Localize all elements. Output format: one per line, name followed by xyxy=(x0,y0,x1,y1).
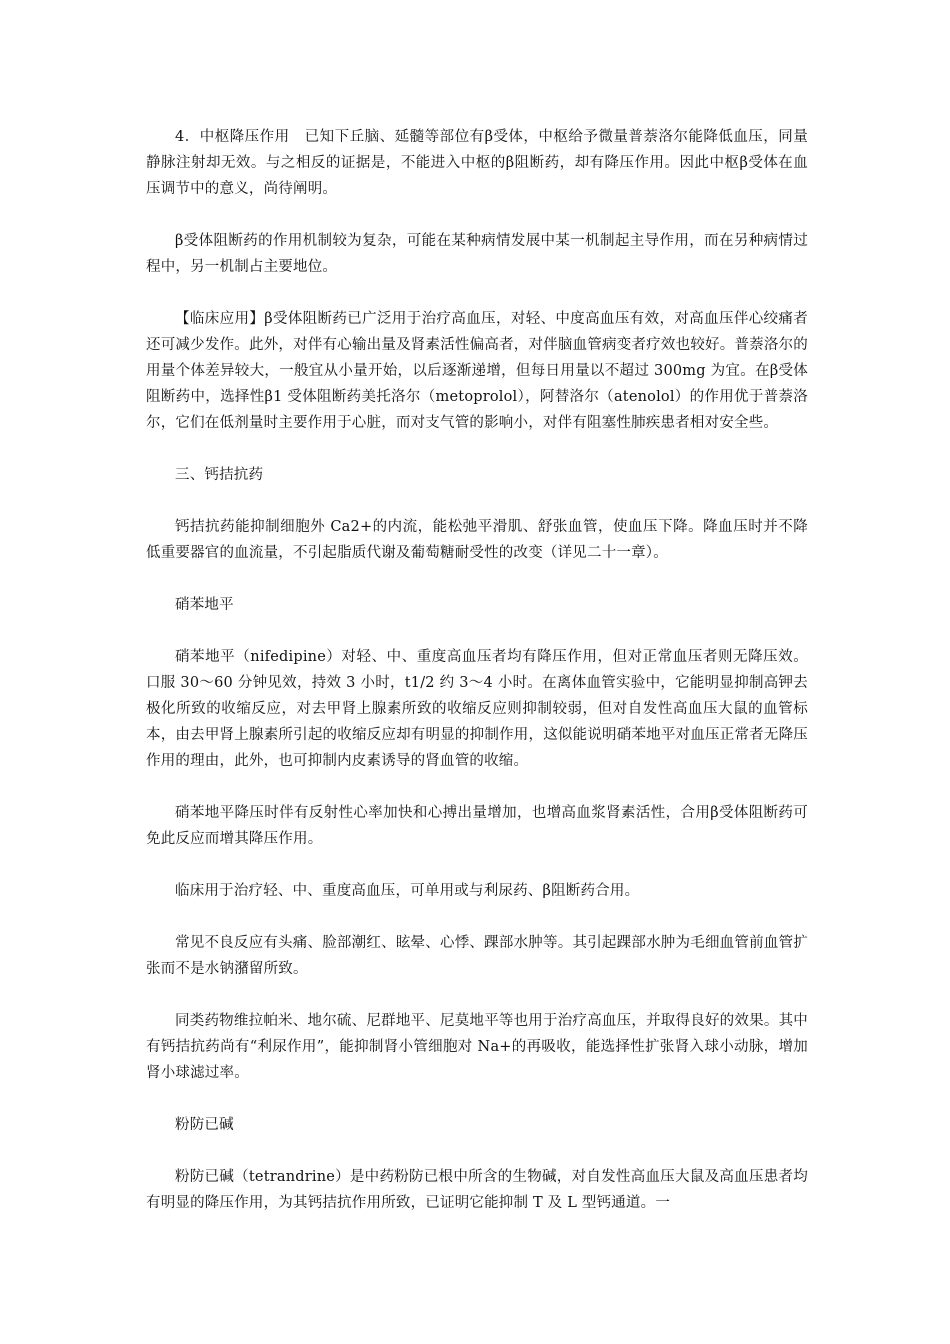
subheading-tetrandrine: 粉防已碱 xyxy=(175,1117,234,1133)
section-heading-calcium-antagonists: 三、钙拮抗药 xyxy=(175,467,264,483)
subheading-nifedipine: 硝苯地平 xyxy=(175,597,234,613)
paragraph-nifedipine-adverse-effects: 常见不良反应有头痛、脸部潮红、眩晕、心悸、踝部水肿等。其引起踝部水肿为毛细血管前血管扩张而不是水钠潴留所致。 xyxy=(146,935,808,977)
paragraph-calcium-antagonists-intro: 钙拮抗药能抑制细胞外 Ca2+的内流，能松弛平滑肌、舒张血管，使血压下降。降血压时并不降低重要器官的血流量，不引起脂质代谢及葡萄糖耐受性的改变（详见二十一章）。 xyxy=(146,519,808,561)
paragraph-nifedipine-effects: 硝苯地平（nifedipine）对轻、中、重度高血压者均有降压作用，但对正常血压者则无降压效。口服 30～60 分钟见效，持效 3 小时，t1/2 约 3～4 小时。在离体血管实验中，它能明显抑制高钾去极化所致的收缩反应，对去甲肾上腺素所致的收缩反应则抑制较弱，但对自发性高血压大鼠的血管标本，由去甲肾上腺素所引起的收缩反应却有明显的抑制作用，这似能说明硝苯地平对血压正常者无降压作用的理由，此外，也可抑制内皮素诱导的肾血管的收缩。 xyxy=(146,649,808,769)
document-page xyxy=(146,124,808,1242)
paragraph-nifedipine-clinical-use: 临床用于治疗轻、中、重度高血压，可单用或与利尿药、β阻断药合用。 xyxy=(175,883,640,899)
paragraph-clinical-application: 【临床应用】β受体阻断药已广泛用于治疗高血压，对轻、中度高血压有效，对高血压伴心绞痛者还可减少发作。此外，对伴有心输出量及肾素活性偏高者，对伴脑血管病变者疗效也较好。普萘洛尔的用量个体差异较大，一般宜从小量开始，以后逐渐递增，但每日用量以不超过 300mg 为宜。在β受体阻断药中，选择性β1 受体阻断药美托洛尔（metoprolol），阿替洛尔（atenolol）的作用优于普萘洛尔，它们在低剂量时主要作用于心脏，而对支气管的影响小，对伴有阻塞性肺疾患者相对安全些。 xyxy=(146,311,808,431)
paragraph-similar-drugs: 同类药物维拉帕米、地尔硫、尼群地平、尼莫地平等也用于治疗高血压，并取得良好的效果。其中有钙拮抗药尚有“利尿作用”，能抑制肾小管细胞对 Na+的再吸收，能选择性扩张肾入球小动脉，增加肾小球滤过率。 xyxy=(146,1013,808,1081)
paragraph-nifedipine-reflex: 硝苯地平降压时伴有反射性心率加快和心搏出量增加，也增高血浆肾素活性，合用β受体阻断药可免此反应而增其降压作用。 xyxy=(146,805,808,847)
paragraph-tetrandrine: 粉防已碱（tetrandrine）是中药粉防已根中所含的生物碱，对自发性高血压大鼠及高血压患者均有明显的降压作用，为其钙拮抗作用所致，已证明它能抑制 T 及 L 型钙通道。一 xyxy=(146,1169,808,1211)
paragraph-beta-blocker-mechanism: β受体阻断药的作用机制较为复杂，可能在某种病情发展中某一机制起主导作用，而在另种病情过程中，另一机制占主要地位。 xyxy=(146,233,808,275)
paragraph-central-hypotensive-action: 4．中枢降压作用 已知下丘脑、延髓等部位有β受体，中枢给予微量普萘洛尔能降低血压，同量静脉注射却无效。与之相反的证据是，不能进入中枢的β阻断药，却有降压作用。因此中枢β受体在血压调节中的意义，尚待阐明。 xyxy=(146,129,808,197)
